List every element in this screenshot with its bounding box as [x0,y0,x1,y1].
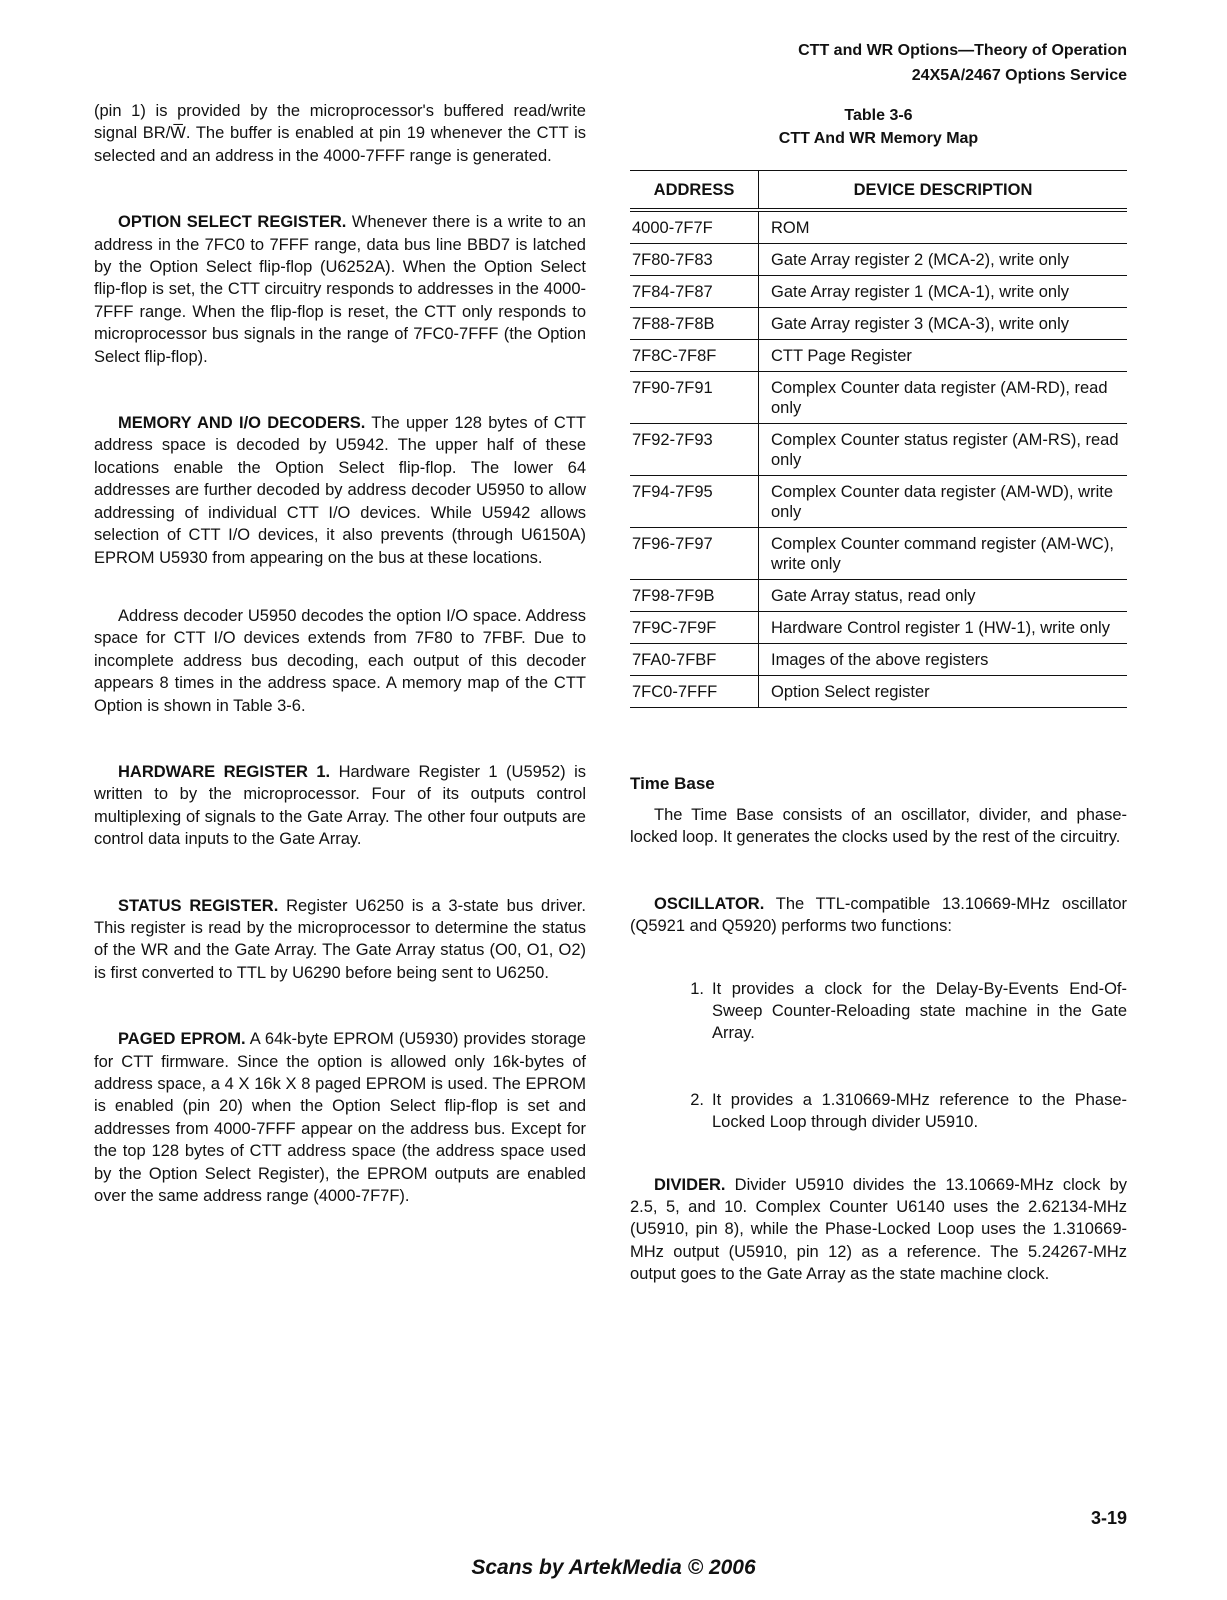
left-column [94,100,586,1207]
oscillator-text: The TTL-compatible 13.10669-MHz oscillator (Q5921 and Q5920) performs two functions: [630,894,1127,936]
table-body [630,210,1127,708]
list-item-number: 2. [690,1090,704,1109]
address-cell: 7FC0-7FFF [630,676,759,708]
address-cell: 7F94-7F95 [630,476,759,528]
address-cell: 7F88-7F8B [630,308,759,340]
hardware-register-paragraph [94,761,586,851]
memory-io-text: The upper 128 bytes of CTT address space is decoded by U5942. The upper half of these locations enable the Option Select flip-flop. The lower 64 addresses are further decoded by address decoder U5950 to allow addressing of individual CTT I/O devices. While U5942 allows selection of CTT I/O devices, it also prevents (through U6150A) EPROM U5930 from appearing on the bus at these locations. [94,414,586,567]
column-header-description: DEVICE DESCRIPTION [759,171,1128,211]
divider-paragraph [630,1174,1127,1286]
description-cell: Gate Array register 3 (MCA-3), write only [759,308,1128,340]
description-cell: ROM [759,210,1128,244]
table-row [630,528,1127,580]
paged-eprom-heading: PAGED EPROM. [118,1030,246,1049]
address-cell: 7F98-7F9B [630,580,759,612]
time-base-section [630,774,1127,1286]
description-cell: Gate Array register 2 (MCA-2), write only [759,244,1128,276]
table-row [630,308,1127,340]
divider-text: Divider U5910 divides the 13.10669-MHz clock by 2.5, 5, and 10. Complex Counter U6140 uses the 2.62134-MHz (U5910, pin 8), while the Phase-Locked Loop uses the 1.310669-MHz output (U5910, pin 12) as a reference. The 5.24267-MHz output goes to the Gate Array as the state machine clock. [630,1175,1127,1284]
table-row [630,424,1127,476]
address-cell: 7F90-7F91 [630,372,759,424]
description-cell: Complex Counter data register (AM-RD), read only [759,372,1128,424]
table-row [630,372,1127,424]
address-cell: 7F84-7F87 [630,276,759,308]
paged-eprom-paragraph [94,1028,586,1207]
paged-eprom-text: A 64k-byte EPROM (U5930) provides storage for CTT firmware. Since the option is allowed only 16k-bytes of address space, a 4 X 16k X 8 paged EPROM is used. The EPROM is enabled (pin 20) when the Option Select flip-flop is set and addresses from 4000-7FFF appear on the address bus. Except for the top 128 bytes of CTT address space (the address space used by the Option Select Register), the EPROM outputs are enabled over the same address range (4000-7F7F). [94,1030,586,1206]
table-row [630,276,1127,308]
page-number: 3-19 [1090,1508,1127,1528]
time-base-title: Time Base [630,774,715,793]
address-cell: 7F8C-7F8F [630,340,759,372]
header-subtitle: 24X5A/2467 Options Service [911,67,1127,84]
table-row [630,612,1127,644]
header-title: CTT and WR Options—Theory of Operation [798,42,1127,59]
option-select-heading: OPTION SELECT REGISTER. [118,213,347,232]
table-title: CTT And WR Memory Map [778,130,979,147]
address-cell: 7F92-7F93 [630,424,759,476]
list-item [630,978,1127,1045]
table-number: Table 3-6 [844,107,913,124]
scan-credit-footer: Scans by ArtekMedia © 2006 [471,1556,756,1579]
list-item-text: It provides a clock for the Delay-By-Events End-Of-Sweep Counter-Reloading state machine in the Gate Array. [712,979,1127,1043]
status-register-text: Register U6250 is a 3-state bus driver. This register is read by the microprocessor to determine the status of the WR and the Gate Array. The Gate Array status (O0, O1, O2) is first converted to TTL by U6290 before being sent to U6250. [94,896,586,982]
running-header [798,38,1127,88]
hardware-register-text: Hardware Register 1 (U5952) is written to by the microprocessor. Four of its outputs control multiplexing of signals to the Gate Array. The other four outputs are control data inputs to the Gate Array. [94,762,587,849]
address-decoder-paragraph: Address decoder U5950 decodes the option I/O space. Address space for CTT I/O devices extends from 7F80 to 7FBF. Due to incomplete address bus decoding, each output of this decoder appears 8 times in the address space. A memory map of the CTT Option is shown in Table 3-6. [94,606,586,715]
memory-io-paragraph [94,412,586,569]
column-header-address: ADDRESS [630,171,759,211]
time-base-paragraph: The Time Base consists of an oscillator, divider, and phase-locked loop. It generates the clocks used by the rest of the circuitry. [630,806,1127,847]
oscillator-paragraph [630,893,1127,938]
table-row [630,340,1127,372]
memory-io-heading: MEMORY AND I/O DECODERS. [118,414,366,433]
list-item-text: It provides a 1.310669-MHz reference to the Phase-Locked Loop through divider U5910. [712,1090,1127,1132]
hardware-register-heading: HARDWARE REGISTER 1. [118,762,331,781]
table-header-row [630,171,1127,211]
description-cell: Complex Counter status register (AM-RS), read only [759,424,1128,476]
description-cell: Gate Array register 1 (MCA-1), write only [759,276,1128,308]
description-cell: Hardware Control register 1 (HW-1), write only [759,612,1128,644]
address-cell: 7F80-7F83 [630,244,759,276]
divider-heading: DIVIDER. [654,1175,726,1194]
table-row [630,644,1127,676]
description-cell: Gate Array status, read only [759,580,1128,612]
option-select-text: Whenever there is a write to an address in the 7FC0 to 7FFF range, data bus line BBD7 is latched by the Option Select flip-flop (U6252A). When the Option Select flip-flop is set, the CTT circuitry responds to addresses in the 4000-7FFF range. When the flip-flop is reset, the CTT only responds to microprocessor bus signals in the range of 7FC0-7FFF (the Option Select flip-flop). [94,213,586,366]
table-row [630,476,1127,528]
table-row [630,244,1127,276]
address-cell: 7F96-7F97 [630,528,759,580]
description-cell: Images of the above registers [759,644,1128,676]
option-select-paragraph [94,211,586,368]
intro-paragraph: (pin 1) is provided by the microprocessor's buffered read/write signal BR/W̅. The buffer is enabled at pin 19 whenever the CTT is selected and an address in the 4000-7FFF range is generated. [94,102,586,165]
address-cell: 4000-7F7F [630,210,759,244]
address-cell: 7FA0-7FBF [630,644,759,676]
table-caption [630,104,1127,150]
list-item [630,1089,1127,1134]
list-item-number: 1. [690,979,704,998]
table-row [630,580,1127,612]
description-cell: Option Select register [759,676,1128,708]
table-row [630,676,1127,708]
table-row [630,210,1127,244]
address-cell: 7F9C-7F9F [630,612,759,644]
oscillator-functions-list [630,978,1127,1134]
description-cell: Complex Counter command register (AM-WC), write only [759,528,1128,580]
description-cell: CTT Page Register [759,340,1128,372]
status-register-paragraph [94,895,586,985]
right-column [630,100,1127,1286]
status-register-heading: STATUS REGISTER. [118,896,279,915]
oscillator-heading: OSCILLATOR. [654,894,765,913]
memory-map-table [630,170,1127,708]
description-cell: Complex Counter data register (AM-WD), write only [759,476,1128,528]
